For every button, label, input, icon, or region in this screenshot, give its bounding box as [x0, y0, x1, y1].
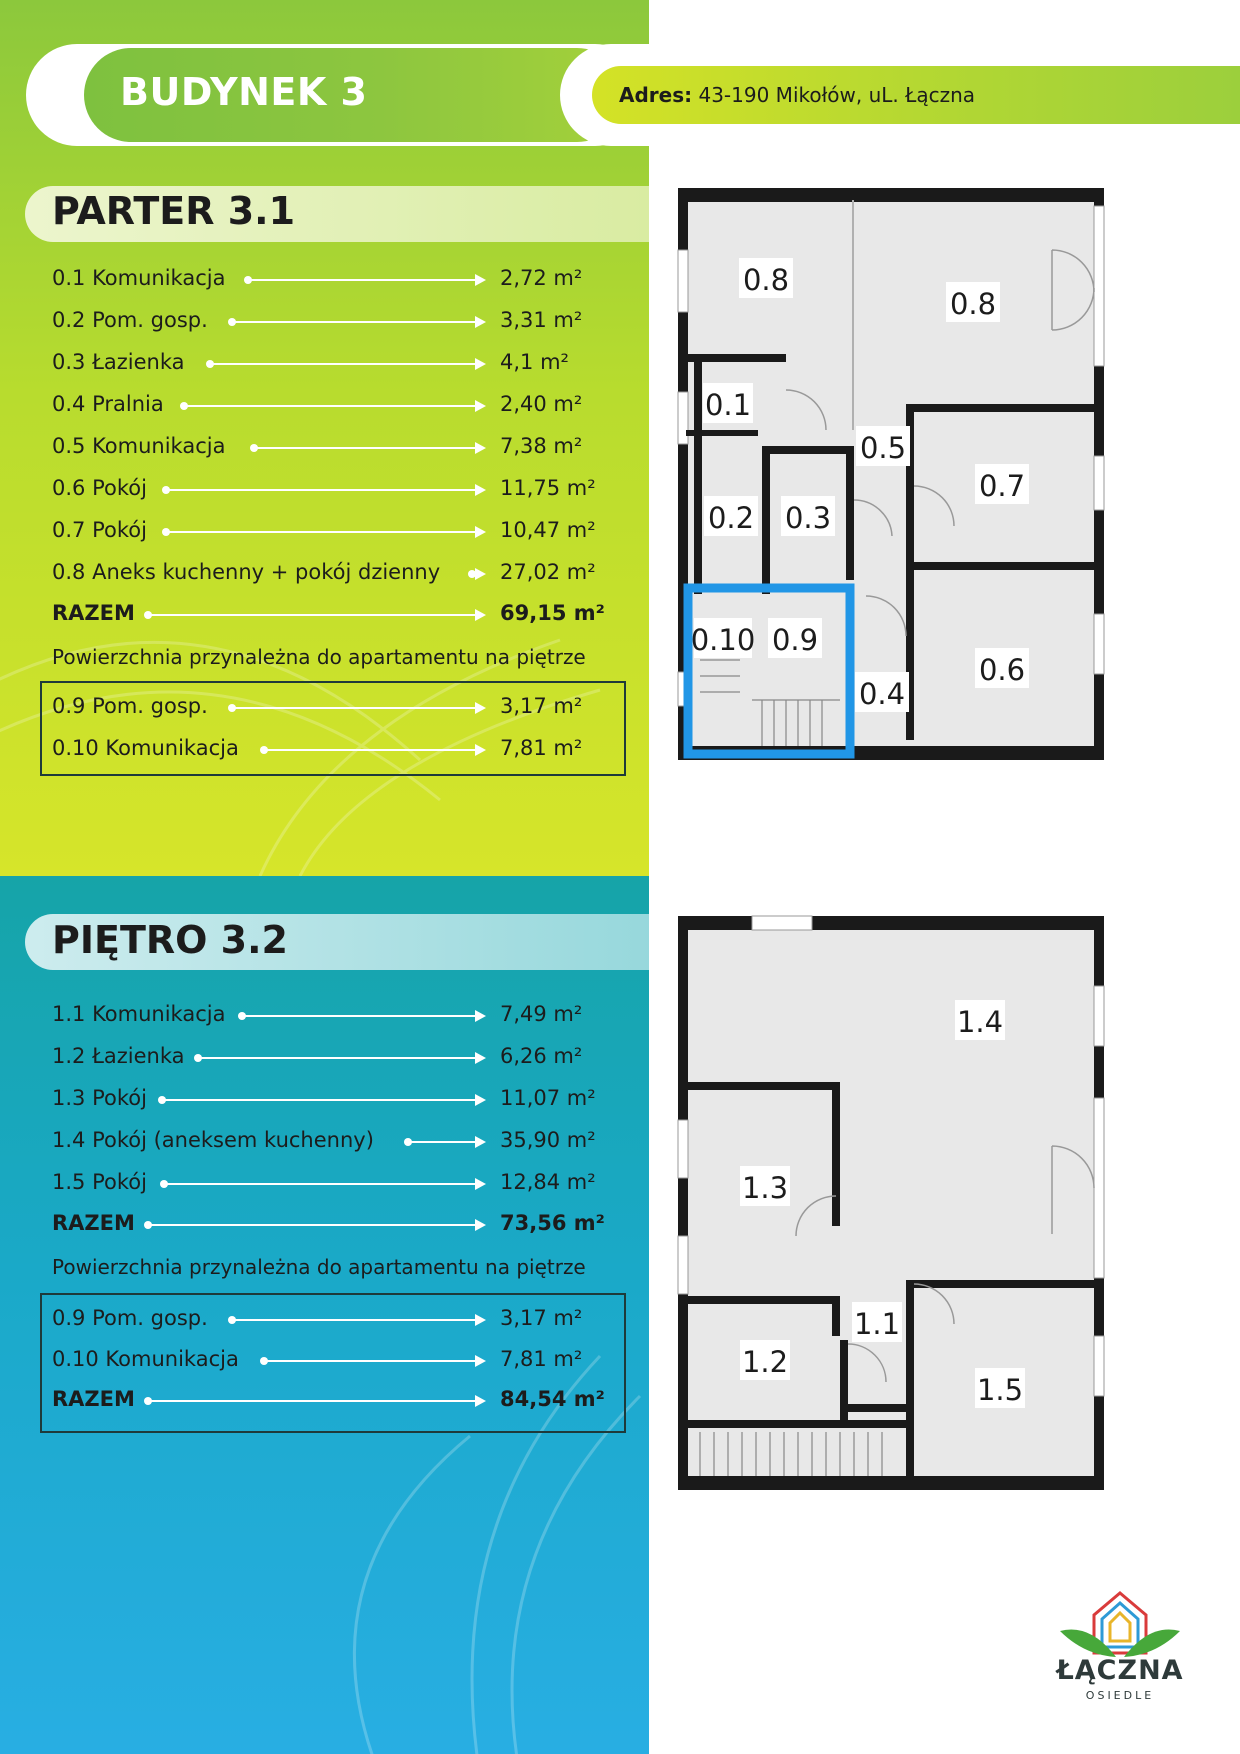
plan-label: 1.2 [741, 1345, 789, 1379]
leader-arrow-icon [264, 749, 484, 751]
room-row [52, 1128, 612, 1158]
room-label: 0.3 Łazienka [52, 350, 185, 374]
leader-arrow-icon [232, 1319, 484, 1321]
room-label: 0.1 Komunikacja [52, 266, 226, 290]
total-area: 73,56 m² [500, 1211, 605, 1235]
room-area: 4,1 m² [500, 350, 569, 374]
appurtenant-note: Powierzchnia przynależna do apartamentu na piętrze [52, 1255, 586, 1279]
plan-label: 0.7 [978, 469, 1026, 503]
plan-label: 0.8 [742, 263, 790, 297]
room-row [52, 350, 612, 380]
leader-arrow-icon [408, 1141, 484, 1143]
ground-floor-plan [676, 184, 1108, 762]
room-area: 3,17 m² [500, 1306, 583, 1330]
plan-label: 0.3 [784, 501, 832, 535]
plan-label: 0.2 [707, 501, 755, 535]
room-row [52, 1347, 612, 1377]
total-row [52, 601, 612, 631]
ground-floor-title: PARTER 3.1 [52, 189, 296, 233]
room-area: 27,02 m² [500, 560, 596, 584]
total-label: RAZEM [52, 1387, 135, 1411]
room-label: 0.9 Pom. gosp. [52, 1306, 208, 1330]
total-row [52, 1387, 612, 1417]
room-label: 1.3 Pokój [52, 1086, 147, 1110]
room-area: 6,26 m² [500, 1044, 583, 1068]
room-row [52, 694, 612, 724]
room-area: 7,38 m² [500, 434, 583, 458]
first-floor-plan [676, 912, 1108, 1492]
room-label: 1.2 Łazienka [52, 1044, 185, 1068]
address-value: 43-190 Mikołów, uL. Łączna [698, 83, 976, 107]
first-floor-title: PIĘTRO 3.2 [52, 918, 288, 962]
plan-label: 1.4 [956, 1005, 1004, 1039]
room-row [52, 308, 612, 338]
appurtenant-note: Powierzchnia przynależna do apartamentu na piętrze [52, 645, 586, 669]
plan-label: 0.8 [949, 287, 997, 321]
plan-label: 0.1 [704, 388, 752, 422]
total-area: 84,54 m² [500, 1387, 605, 1411]
room-area: 3,31 m² [500, 308, 583, 332]
total-label: RAZEM [52, 601, 135, 625]
building-title: BUDYNEK 3 [120, 70, 368, 114]
leader-arrow-icon [264, 1360, 484, 1362]
address-label: Adres: [619, 83, 693, 107]
room-label: 1.1 Komunikacja [52, 1002, 226, 1026]
room-row [52, 434, 612, 464]
leader-arrow-icon [472, 573, 484, 575]
plan-label: 0.6 [978, 653, 1026, 687]
plan-label: 1.3 [741, 1171, 789, 1205]
leader-arrow-icon [164, 1183, 484, 1185]
laczna-logo-icon [1050, 1585, 1190, 1705]
leader-arrow-icon [148, 1400, 484, 1402]
leader-arrow-icon [166, 489, 484, 491]
leader-arrow-icon [254, 447, 484, 449]
leader-arrow-icon [210, 363, 484, 365]
leader-arrow-icon [242, 1015, 484, 1017]
room-label: 0.10 Komunikacja [52, 736, 239, 760]
room-label: 0.6 Pokój [52, 476, 147, 500]
room-row [52, 736, 612, 766]
room-row [52, 1086, 612, 1116]
room-label: 0.9 Pom. gosp. [52, 694, 208, 718]
room-area: 10,47 m² [500, 518, 596, 542]
room-area: 2,40 m² [500, 392, 583, 416]
room-label: 0.4 Pralnia [52, 392, 164, 416]
total-row [52, 1211, 612, 1241]
room-area: 12,84 m² [500, 1170, 596, 1194]
leader-arrow-icon [232, 707, 484, 709]
room-area: 11,07 m² [500, 1086, 596, 1110]
room-label: 1.5 Pokój [52, 1170, 147, 1194]
room-row [52, 392, 612, 422]
address [619, 83, 975, 107]
leader-arrow-icon [232, 321, 484, 323]
logo-subtitle: OSIEDLE [1085, 1689, 1155, 1702]
room-row [52, 266, 612, 296]
room-label: 1.4 Pokój (aneksem kuchenny) [52, 1128, 374, 1152]
room-row [52, 476, 612, 506]
room-area: 35,90 m² [500, 1128, 596, 1152]
room-row [52, 1044, 612, 1074]
room-row [52, 1306, 612, 1336]
leader-arrow-icon [148, 1224, 484, 1226]
plan-label: 0.5 [859, 431, 907, 465]
logo-name: ŁĄCZNA [1056, 1655, 1184, 1686]
leader-arrow-icon [166, 531, 484, 533]
total-area: 69,15 m² [500, 601, 605, 625]
plan-label: 0.10 [690, 623, 756, 657]
plan-label: 1.5 [976, 1373, 1024, 1407]
plan-label: 0.9 [771, 623, 819, 657]
room-label: 0.10 Komunikacja [52, 1347, 239, 1371]
leader-arrow-icon [162, 1099, 484, 1101]
total-label: RAZEM [52, 1211, 135, 1235]
room-label: 0.5 Komunikacja [52, 434, 226, 458]
leader-arrow-icon [248, 279, 484, 281]
room-label: 0.2 Pom. gosp. [52, 308, 208, 332]
room-area: 2,72 m² [500, 266, 583, 290]
room-area: 11,75 m² [500, 476, 596, 500]
room-area: 7,81 m² [500, 736, 583, 760]
room-row [52, 1170, 612, 1200]
room-area: 7,49 m² [500, 1002, 583, 1026]
leader-arrow-icon [198, 1057, 484, 1059]
room-row [52, 518, 612, 548]
room-area: 7,81 m² [500, 1347, 583, 1371]
room-label: 0.7 Pokój [52, 518, 147, 542]
room-label: 0.8 Aneks kuchenny + pokój dzienny [52, 560, 441, 584]
room-row [52, 1002, 612, 1032]
leader-arrow-icon [148, 614, 484, 616]
leader-arrow-icon [184, 405, 484, 407]
room-area: 3,17 m² [500, 694, 583, 718]
plan-label: 0.4 [858, 677, 906, 711]
plan-label: 1.1 [853, 1307, 901, 1341]
room-row [52, 560, 612, 590]
